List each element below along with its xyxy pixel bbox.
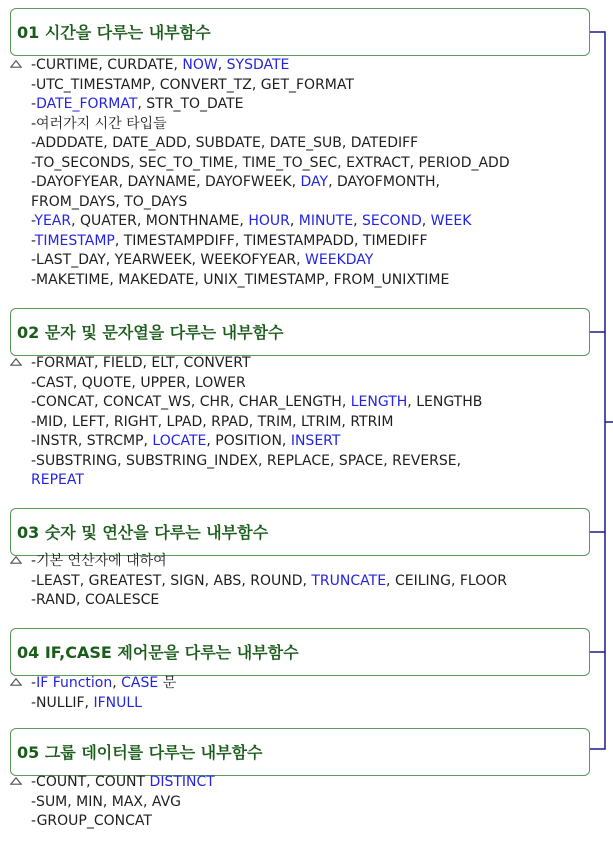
function-link[interactable]: CASE <box>121 675 159 691</box>
list-item <box>31 374 482 394</box>
section-header-2[interactable] <box>10 308 590 356</box>
function-link[interactable]: REPEAT <box>31 472 84 488</box>
function-text: , <box>112 675 122 691</box>
section-header-3[interactable] <box>10 508 590 556</box>
list-item <box>31 56 510 76</box>
list-item <box>31 694 176 714</box>
function-text: , TIMESTAMPDIFF, TIMESTAMPADD, TIMEDIFF <box>114 232 428 249</box>
list-item <box>31 271 510 291</box>
list-item <box>31 232 510 252</box>
collapse-triangle-icon[interactable] <box>10 678 22 686</box>
function-text: -CONCAT, CONCAT_WS, CHR, CHAR_LENGTH, <box>31 394 351 410</box>
section-2-function-list <box>31 354 482 491</box>
function-link[interactable]: MINUTE <box>298 213 354 229</box>
list-item <box>31 432 482 452</box>
list-item <box>31 591 507 611</box>
function-text: - <box>31 232 35 249</box>
function-text: , STR_TO_DATE <box>137 96 244 112</box>
collapse-triangle-icon[interactable] <box>10 777 22 785</box>
section-title: 04 IF,CASE 제어문을 다루는 내부함수 <box>17 643 299 662</box>
list-item <box>31 773 215 793</box>
function-text: -LAST_DAY, YEARWEEK, WEEKOFYEAR, <box>31 252 306 268</box>
function-text: , POSITION, <box>206 433 291 449</box>
function-link[interactable]: WEEKDAY <box>305 252 374 268</box>
function-link[interactable]: DAY <box>300 174 329 190</box>
function-text: -MID, LEFT, RIGHT, LPAD, RPAD, TRIM, LTRIM, RTRIM <box>31 413 394 430</box>
list-item <box>31 212 510 232</box>
function-text: , DAYOFMONTH, <box>328 174 440 190</box>
function-text: -DAYOFYEAR, DAYNAME, DAYOFWEEK, <box>31 174 301 190</box>
function-link[interactable]: IFNULL <box>93 694 142 711</box>
list-item <box>31 154 510 174</box>
section-3-function-list <box>31 552 507 611</box>
section-1-function-list <box>31 56 510 290</box>
function-text: FROM_DAYS, TO_DAYS <box>31 193 188 210</box>
function-link[interactable]: LOCATE <box>152 433 207 449</box>
section-4-function-list <box>31 674 176 713</box>
section-5-function-list <box>31 773 215 832</box>
section-header-5[interactable] <box>10 728 590 776</box>
function-text: -LEAST, GREATEST, SIGN, ABS, ROUND, <box>31 572 312 589</box>
collapse-triangle-icon[interactable] <box>10 556 22 564</box>
section-title: 03 숫자 및 연산을 다루는 내부함수 <box>17 523 269 542</box>
function-link[interactable]: NOW <box>182 57 218 73</box>
function-text: , CEILING, FLOOR <box>386 572 507 589</box>
function-text: -여러가지 시간 타입들 <box>31 115 167 132</box>
function-text: -CURTIME, CURDATE, <box>31 57 183 73</box>
collapse-triangle-icon[interactable] <box>10 358 22 366</box>
section-title: 01 시간을 다루는 내부함수 <box>17 23 211 42</box>
function-link[interactable]: INSERT <box>290 433 341 449</box>
function-link[interactable]: WEEK <box>430 213 472 229</box>
list-item <box>31 173 510 193</box>
function-text: - <box>31 675 37 691</box>
function-text: -TO_SECONDS, SEC_TO_TIME, TIME_TO_SEC, EXTRACT, PERIOD_ADD <box>31 154 510 171</box>
function-link[interactable]: DATE_FORMAT <box>36 96 138 112</box>
function-text: , <box>217 57 227 73</box>
function-text: -MAKETIME, MAKEDATE, UNIX_TIMESTAMP, FROM_UNIXTIME <box>31 271 450 288</box>
function-text: - <box>31 96 37 112</box>
function-text: -UTC_TIMESTAMP, CONVERT_TZ, GET_FORMAT <box>31 76 354 93</box>
function-text: , LENGTHB <box>407 394 483 410</box>
function-text: -CAST, QUOTE, UPPER, LOWER <box>31 374 246 391</box>
list-item <box>31 115 510 135</box>
function-text: -SUM, MIN, MAX, AVG <box>31 793 182 810</box>
list-item <box>31 393 482 413</box>
function-text: , QUATER, MONTHNAME, <box>71 213 249 229</box>
function-link[interactable]: YEAR <box>34 213 72 229</box>
function-text: -GROUP_CONCAT <box>31 813 152 829</box>
section-header-1[interactable] <box>10 8 590 56</box>
function-text: -INSTR, STRCMP, <box>31 433 153 449</box>
function-link[interactable]: SYSDATE <box>226 57 290 73</box>
function-text: , <box>421 213 431 229</box>
function-text: -기본 연산자에 대하여 <box>31 553 167 569</box>
function-link[interactable]: SECOND <box>361 213 422 229</box>
function-text: -FORMAT, FIELD, ELT, CONVERT <box>31 355 251 371</box>
list-item <box>31 354 482 374</box>
function-link[interactable]: HOUR <box>248 213 290 229</box>
function-text: -RAND, COALESCE <box>31 592 160 608</box>
function-link[interactable]: TRUNCATE <box>311 572 387 589</box>
function-link[interactable]: LENGTH <box>350 394 408 410</box>
list-item <box>31 413 482 433</box>
list-item <box>31 552 507 572</box>
function-text: -NULLIF, <box>31 694 94 711</box>
function-text: -SUBSTRING, SUBSTRING_INDEX, REPLACE, SPACE, REVERSE, <box>31 452 462 469</box>
section-title: 02 문자 및 문자열을 다루는 내부함수 <box>17 323 284 342</box>
function-text: , <box>353 213 362 229</box>
list-item <box>31 674 176 694</box>
function-text: - <box>31 213 35 229</box>
section-title: 05 그룹 데이터를 다루는 내부함수 <box>17 743 263 762</box>
function-link[interactable]: TIMESTAMP <box>34 232 115 249</box>
function-text: -ADDDATE, DATE_ADD, SUBDATE, DATE_SUB, DATEDIFF <box>31 135 419 151</box>
list-item <box>31 812 215 832</box>
list-item <box>31 134 510 154</box>
function-text: -COUNT, COUNT <box>31 774 150 790</box>
collapse-triangle-icon[interactable] <box>10 60 22 68</box>
function-link[interactable]: DISTINCT <box>149 774 215 790</box>
function-link[interactable]: IF Function <box>36 675 113 691</box>
section-header-4[interactable] <box>10 628 590 676</box>
list-item <box>31 471 482 491</box>
list-item <box>31 76 510 96</box>
list-item <box>31 193 510 213</box>
list-item <box>31 452 482 472</box>
list-item <box>31 251 510 271</box>
list-item <box>31 95 510 115</box>
function-text: , <box>289 213 299 229</box>
list-item <box>31 793 215 813</box>
function-text: 문 <box>158 675 177 691</box>
list-item <box>31 572 507 592</box>
